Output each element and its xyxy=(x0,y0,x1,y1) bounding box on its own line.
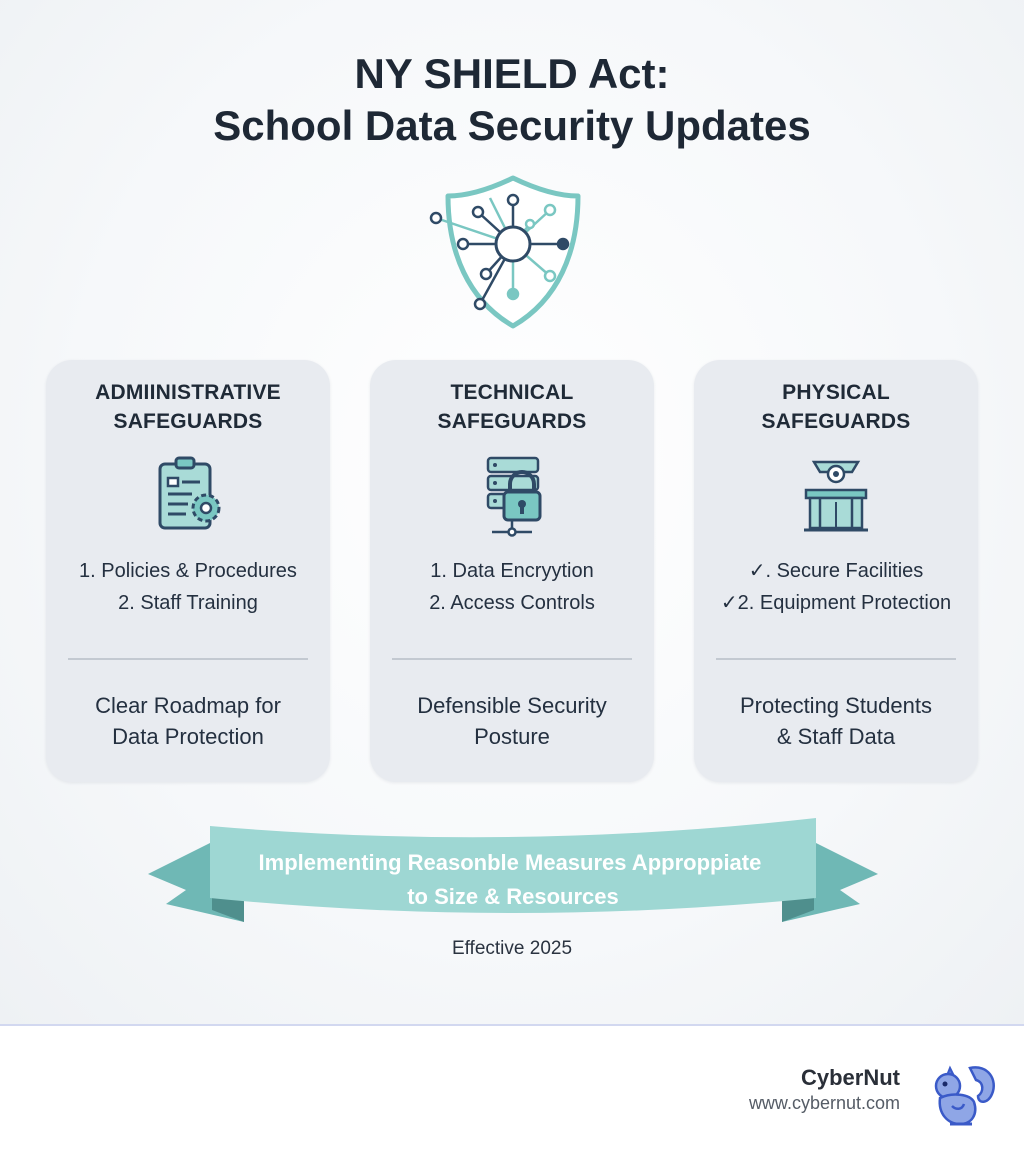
squirrel-logo-icon xyxy=(926,1058,998,1130)
card-title-line-1: ADMIINISTRATIVE xyxy=(95,381,281,404)
card-items xyxy=(694,555,978,619)
card-title-line-1: TECHNICAL xyxy=(450,381,574,404)
card-title xyxy=(694,378,978,436)
card-footer xyxy=(46,690,330,752)
list-item: ✓2. Equipment Protection xyxy=(720,592,952,614)
ribbon-banner xyxy=(148,812,878,927)
page-title xyxy=(0,48,1024,152)
card-physical xyxy=(694,360,978,782)
facility-camera-icon xyxy=(796,454,876,538)
divider xyxy=(68,658,308,660)
card-title-line-2: SAFEGUARDS xyxy=(761,410,911,433)
card-footer-line-2: & Staff Data xyxy=(776,724,896,749)
card-title-line-2: SAFEGUARDS xyxy=(437,410,587,433)
card-items xyxy=(46,555,330,619)
server-lock-icon xyxy=(472,454,552,538)
banner-line-1: Implementing Reasonble Measures Approppiate xyxy=(258,850,762,875)
list-item: 2. Access Controls xyxy=(429,592,595,614)
card-title-line-2: SAFEGUARDS xyxy=(113,410,263,433)
card-technical xyxy=(370,360,654,782)
brand xyxy=(749,1064,900,1114)
card-administrative xyxy=(46,360,330,782)
card-footer-line-1: Defensible Security xyxy=(417,693,607,718)
card-title xyxy=(370,378,654,436)
card-footer-line-2: Posture xyxy=(474,724,550,749)
brand-name: CyberNut xyxy=(800,1065,900,1090)
list-item: 1. Data Encryytion xyxy=(430,560,594,582)
shield-network-icon xyxy=(428,172,598,332)
list-item: 1. Policies & Procedures xyxy=(79,560,297,582)
card-title-line-1: PHYSICAL xyxy=(782,381,890,404)
clipboard-gear-icon xyxy=(148,454,228,538)
brand-url[interactable]: www.cybernut.com xyxy=(748,1093,900,1113)
card-footer-line-2: Data Protection xyxy=(112,724,264,749)
effective-date: Effective 2025 xyxy=(451,938,573,959)
card-footer-line-1: Clear Roadmap for xyxy=(95,693,281,718)
card-footer xyxy=(370,690,654,752)
card-title xyxy=(46,378,330,436)
card-footer xyxy=(694,690,978,752)
banner-line-2: to Size & Resources xyxy=(407,884,619,909)
card-footer-line-1: Protecting Students xyxy=(739,693,932,718)
card-items xyxy=(370,555,654,619)
list-item: ✓. Secure Facilities xyxy=(748,560,924,582)
title-line-2: School Data Security Updates xyxy=(213,102,811,149)
list-item: 2. Staff Training xyxy=(118,592,258,614)
title-line-1: NY SHIELD Act: xyxy=(354,50,670,97)
divider xyxy=(392,658,632,660)
divider xyxy=(716,658,956,660)
